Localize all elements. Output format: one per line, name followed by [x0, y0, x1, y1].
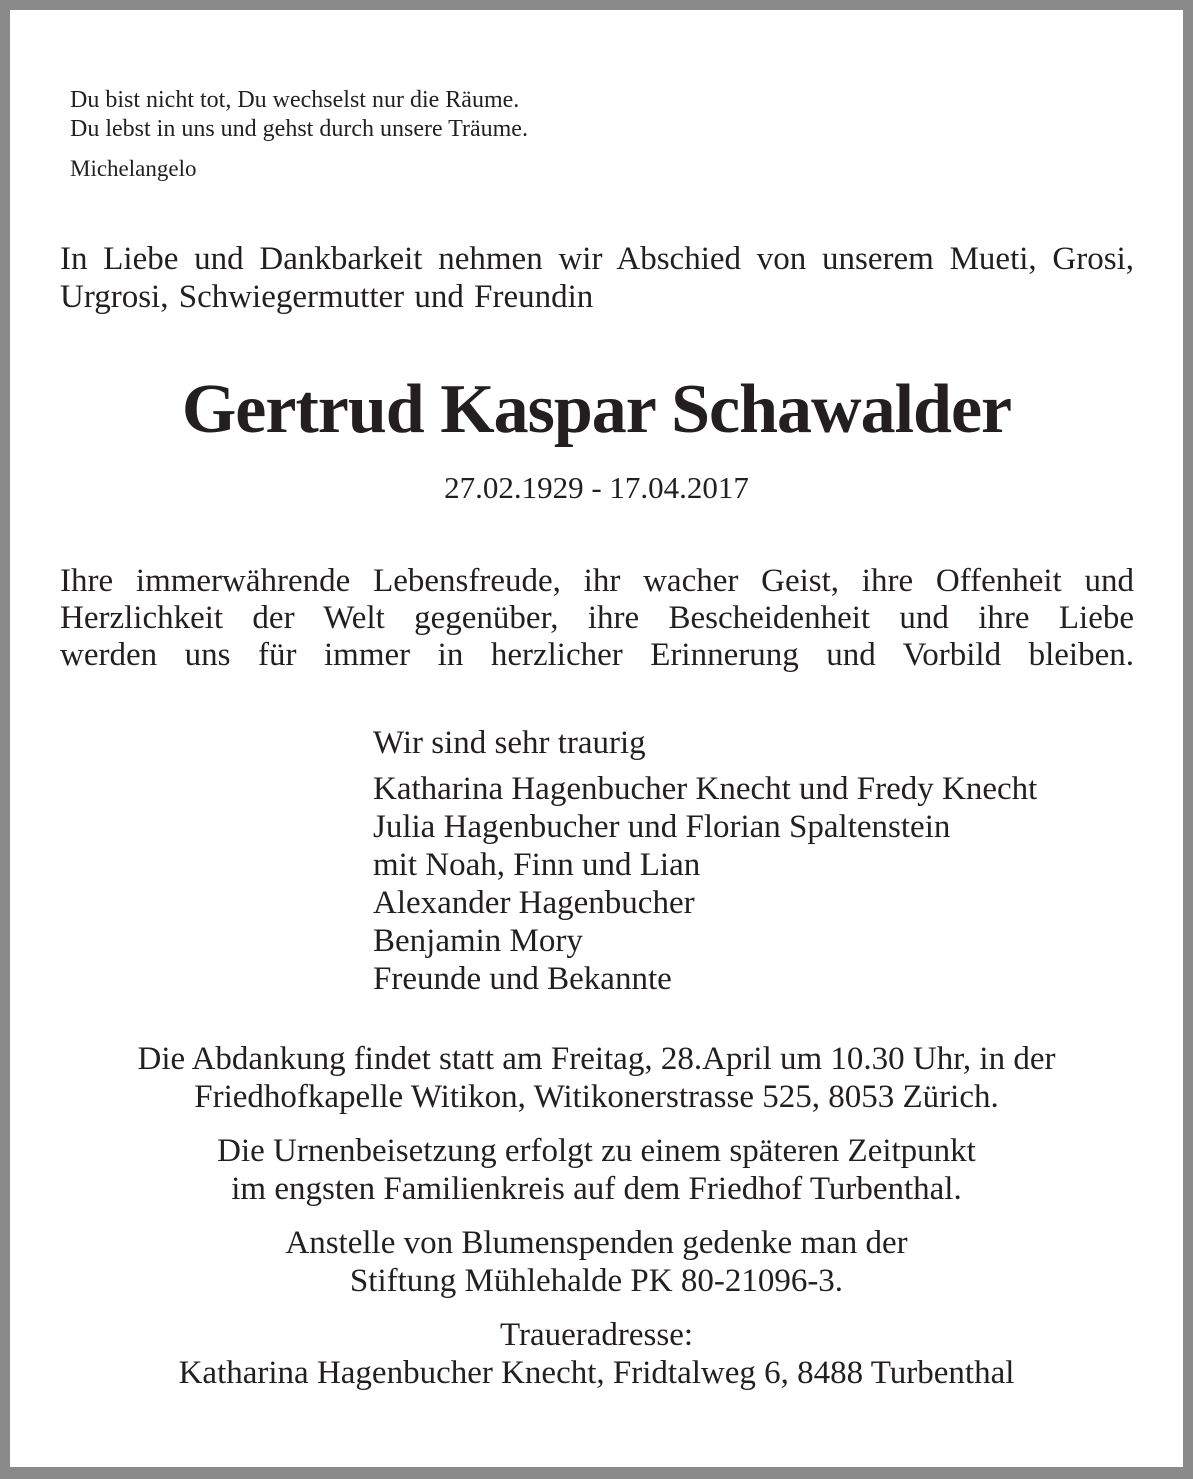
epigraph-line: Du lebst in uns und gehst durch unsere Träume. [70, 116, 528, 142]
mourners-heading: Wir sind sehr traurig [373, 725, 646, 761]
service-details [10, 1040, 1183, 1392]
mourner-name: Freunde und Bekannte [373, 961, 672, 997]
burial-line: im engsten Familienkreis auf dem Friedhof Turbenthal. [231, 1171, 962, 1207]
mourner-name: mit Noah, Finn und Lian [373, 847, 701, 883]
tribute-line: Herzlichkeit der Welt gegenüber, ihre Bescheidenheit und ihre Liebe [60, 600, 1134, 636]
mourners-list [373, 724, 1037, 998]
address-label: Traueradresse: [499, 1317, 694, 1353]
ceremony-info [10, 1040, 1183, 1116]
deceased-name: Gertrud Kaspar Schawalder [181, 371, 1012, 448]
life-dates: 27.02.1929 - 17.04.2017 [444, 470, 749, 505]
mourner-name: Benjamin Mory [373, 923, 583, 959]
tribute-line: Ihre immerwährende Lebensfreude, ihr wacher Geist, ihre Offenheit und [60, 563, 1134, 599]
epigraph-line: Du bist nicht tot, Du wechselst nur die Räume. [70, 87, 520, 113]
epigraph-author: Michelangelo [70, 156, 197, 181]
epigraph-quote [70, 86, 528, 183]
donation-line: Anstelle von Blumenspenden gedenke man der [285, 1225, 908, 1261]
donation-info [10, 1224, 1183, 1300]
mourner-name: Julia Hagenbucher und Florian Spaltenstein [373, 809, 951, 845]
mourning-address [10, 1316, 1183, 1392]
burial-info [10, 1132, 1183, 1208]
burial-line: Die Urnenbeisetzung erfolgt zu einem späteren Zeitpunkt [217, 1133, 976, 1169]
address-line: Katharina Hagenbucher Knecht, Fridtalweg 6, 8488 Turbenthal [178, 1355, 1015, 1391]
mourner-name: Alexander Hagenbucher [373, 885, 695, 921]
mourner-name: Katharina Hagenbucher Knecht und Fredy Knecht [373, 771, 1038, 807]
tribute-line: werden uns für immer in herzlicher Erinnerung und Vorbild bleiben. [60, 637, 1134, 673]
obituary-notice [10, 10, 1183, 1467]
intro-text: In Liebe und Dankbarkeit nehmen wir Abschied von unserem Mueti, Grosi, Urgrosi, Schwiegermutter und Freundin [60, 241, 1134, 315]
donation-line: Stiftung Mühlehalde PK 80-21096-3. [349, 1263, 844, 1299]
tribute-paragraph [60, 563, 1134, 674]
ceremony-line: Die Abdankung findet statt am Freitag, 28.April um 10.30 Uhr, in der [137, 1041, 1056, 1077]
ceremony-line: Friedhofkapelle Witikon, Witikonerstrasse 525, 8053 Zürich. [194, 1079, 999, 1115]
